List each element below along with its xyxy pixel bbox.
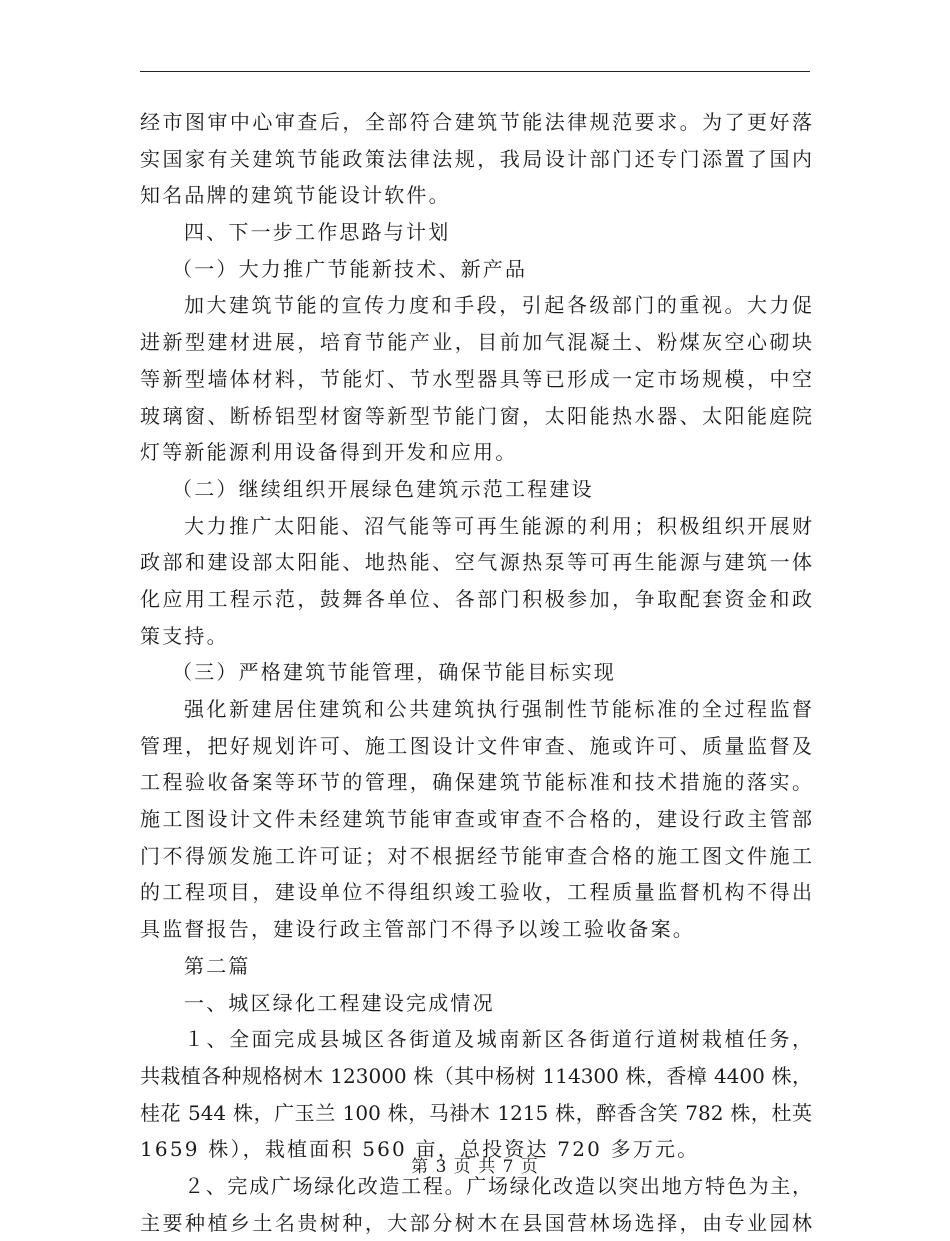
text-line: 四、下一步工作思路与计划 [184, 220, 451, 245]
text-line: 具监督报告，建设行政主管部门不得予以竣工验收备案。 [140, 917, 695, 942]
page-number: 第 3 页 共 7 页 [411, 1157, 539, 1177]
text-line: １、全面完成县城区各街道及城南新区各街道行道树栽植任务， [184, 1027, 812, 1052]
text-line: 1659 株），栽植面积 560 亩，总投资达 720 多万元。 [140, 1137, 700, 1162]
text-line: 共栽植各种规格树木 123000 株（其中杨树 114300 株，香樟 4400 株， [140, 1063, 812, 1088]
text-line: 等新型墙体材料，节能灯、节水型器具等已形成一定市场规模，中空 [140, 366, 812, 391]
text-line: 施工图设计文件未经建筑节能审查或审查不合格的，建设行政主管部 [140, 807, 812, 832]
text-line: 工程验收备案等环节的管理，确保建筑节能标准和技术措施的落实。 [140, 770, 812, 795]
text-line: 强化新建居住建筑和公共建筑执行强制性节能标准的全过程监督 [184, 697, 812, 721]
text-line: 门不得颁发施工许可证；对不根据经节能审查合格的施工图文件施工 [140, 843, 812, 868]
text-line: 一、城区绿化工程建设完成情况 [184, 990, 495, 1015]
text-line: 经市图审中心审查后，全部符合建筑节能法律规范要求。为了更好落 [140, 110, 812, 134]
text-line: 实国家有关建筑节能政策法律法规，我局设计部门还专门添置了国内 [140, 146, 812, 171]
text-line: （二）继续组织开展绿色建筑示范工程建设 [172, 476, 594, 501]
text-line: 管理，把好规划许可、施工图设计文件审查、施或许可、质量监督及 [140, 733, 812, 758]
text-line: 进新型建材进展，培育节能产业，目前加气混凝土、粉煤灰空心砌块 [140, 330, 812, 355]
text-line: 大力推广太阳能、沼气能等可再生能源的利用；积极组织开展财 [184, 513, 812, 538]
text-line: 灯等新能源利用设备得到开发和应用。 [140, 440, 518, 465]
text-line: （一）大力推广节能新技术、新产品 [172, 256, 528, 281]
text-line: 策支持。 [140, 623, 229, 648]
text-line: 政部和建设部太阳能、地热能、空气源热泵等可再生能源与建筑一体 [140, 550, 812, 575]
text-line: 玻璃窗、断桥铝型材窗等新型节能门窗，太阳能热水器、太阳能庭院 [140, 403, 812, 428]
header-rule [140, 71, 810, 72]
text-line: （三）严格建筑节能管理，确保节能目标实现 [172, 660, 616, 685]
text-line: 主要种植乡土名贵树种，大部分树木在县国营林场选择，由专业园林 [140, 1210, 812, 1235]
text-line: 加大建筑节能的宣传力度和手段，引起各级部门的重视。大力促 [184, 293, 812, 318]
text-line: 第二篇 [184, 953, 251, 978]
text-line: 知名品牌的建筑节能设计软件。 [140, 183, 451, 208]
text-line: ２、完成广场绿化改造工程。广场绿化改造以突出地方特色为主， [184, 1173, 812, 1198]
text-line: 的工程项目，建设单位不得组织竣工验收，工程质量监督机构不得出 [140, 880, 812, 905]
text-line: 化应用工程示范，鼓舞各单位、各部门积极参加，争取配套资金和政 [140, 586, 812, 611]
document-body [140, 104, 812, 1241]
text-line: 桂花 544 株，广玉兰 100 株，马褂木 1215 株，醉香含笑 782 株，杜英 [140, 1100, 812, 1125]
